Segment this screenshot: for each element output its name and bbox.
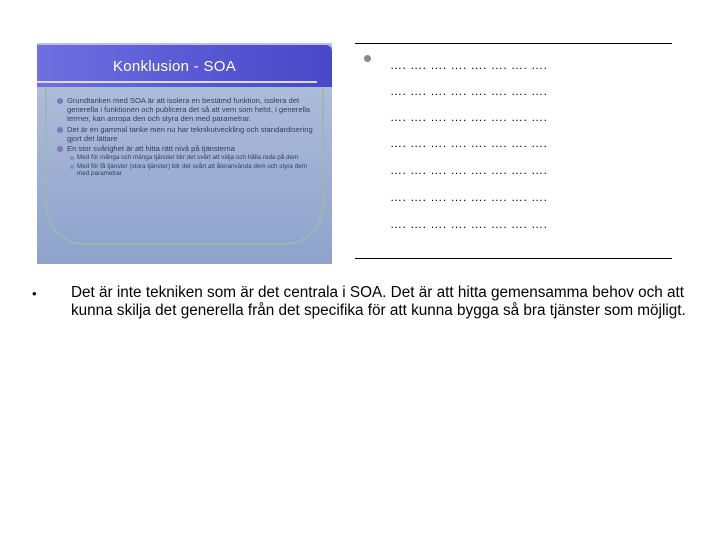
slide-title: Konklusion - SOA: [112, 58, 237, 75]
slide-bullet: Det är en gammal tanke men nu har teknikutveckling och standardisering gjort det lättare: [57, 125, 319, 143]
dotted-line: …. …. …. …. …. …. …. ….: [390, 217, 548, 231]
notes-text: Det är inte tekniken som är det centrala i SOA. Det är att hitta gemensamma behov och att kunna skilja det generella från det specifika för att kunna bygga så bra tjänster som möjligt.: [71, 284, 686, 319]
slide-bullet: Grundtanken med SOA är att isolera en bestämd funktion, isolera det generella i funktionen och publicera det så att vem som helst, i generella termer, kan anropa den och styra den med parametrar.: [57, 96, 319, 124]
slide-bullet: En stor svårighet är att hitta rätt nivå på tjänsterna: [57, 144, 319, 153]
dotted-line: …. …. …. …. …. …. …. ….: [390, 110, 548, 124]
notes-placeholder-bullet: [364, 55, 371, 62]
dotted-line: …. …. …. …. …. …. …. ….: [390, 190, 548, 204]
notes-bottom-rule: [355, 258, 672, 259]
dotted-line: …. …. …. …. …. …. …. ….: [390, 84, 548, 98]
notes-top-rule: [355, 43, 672, 44]
notes-bullet: •: [32, 286, 37, 301]
slide-sub-bullet: Med för få tjänster (stora tjänster) blir det svårt att återanvända dem och styra dem med parametrar: [57, 163, 319, 178]
dotted-line: …. …. …. …. …. …. …. ….: [390, 163, 548, 177]
dotted-line: …. …. …. …. …. …. …. ….: [390, 58, 548, 72]
dotted-line: …. …. …. …. …. …. …. ….: [390, 136, 548, 150]
slide-thumbnail: [37, 43, 332, 264]
slide-sub-bullet: Med för många och mänga tjänster blir det svårt att välja och hålla reda på dem: [57, 154, 319, 162]
slide-title-underline: [37, 81, 317, 83]
slide-body: [57, 96, 319, 179]
